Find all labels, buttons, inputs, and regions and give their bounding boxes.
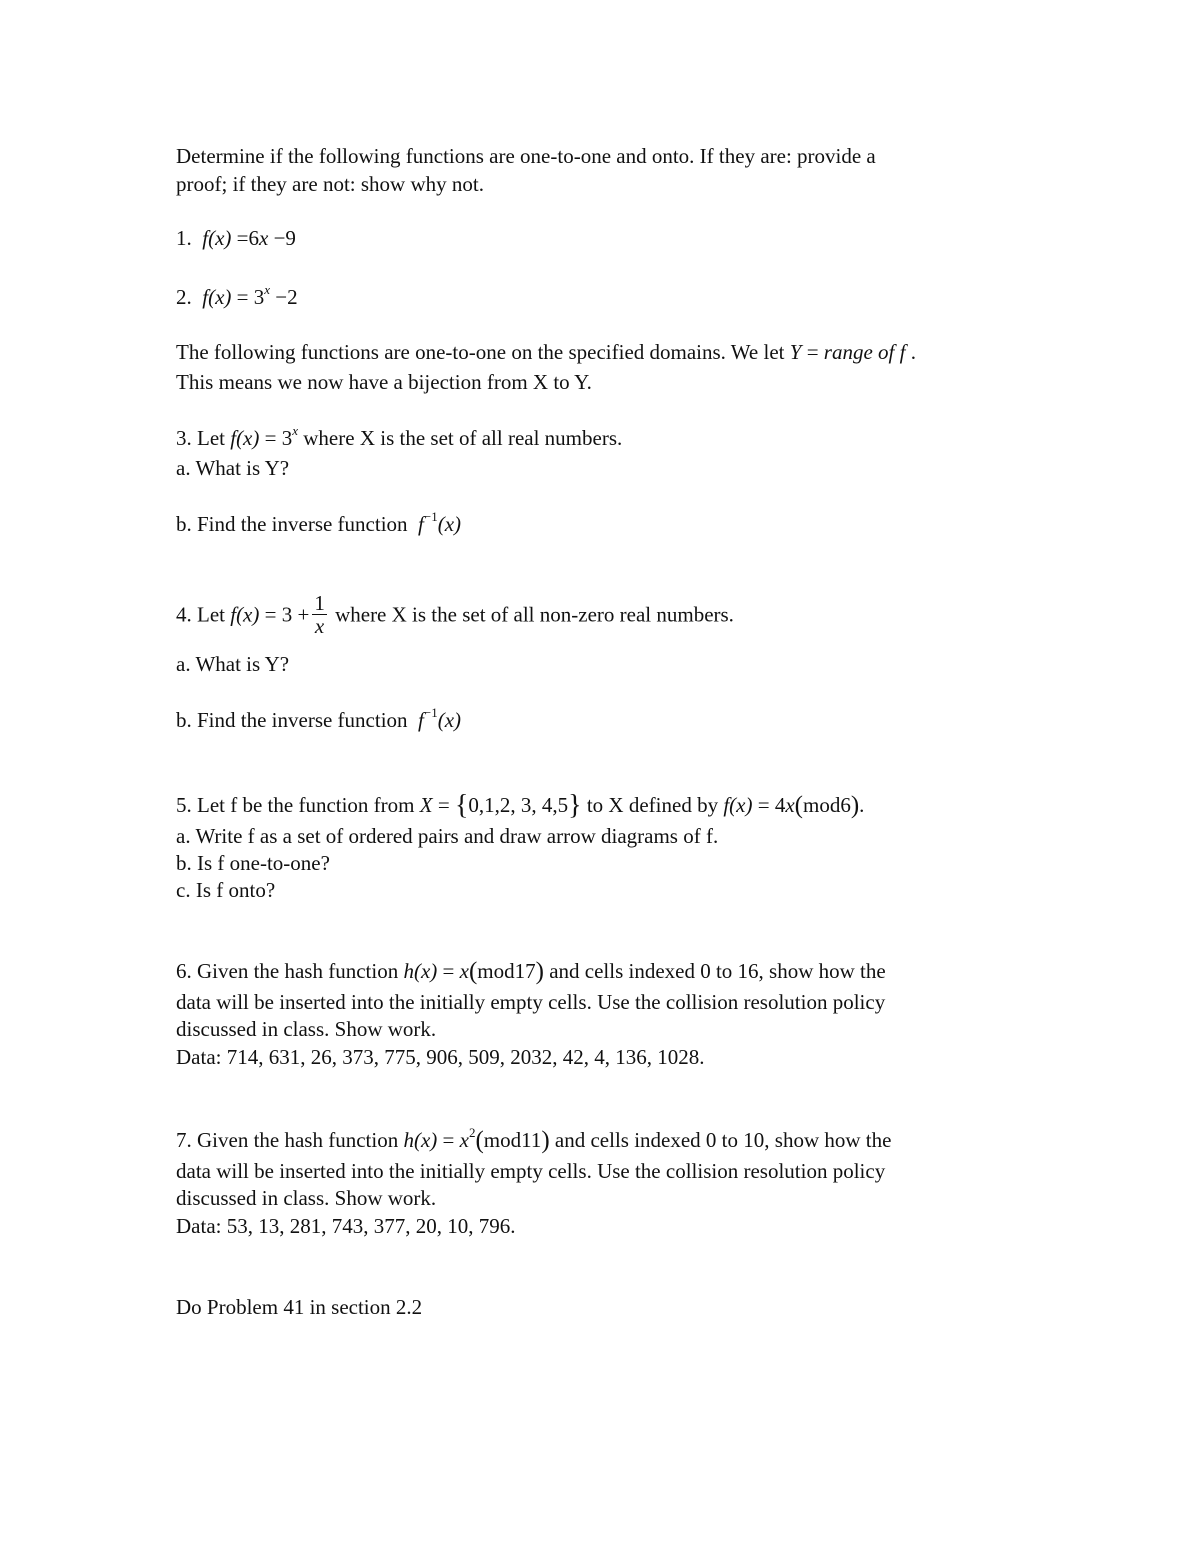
- bijection-line-2: This means we now have a bijection from X to Y.: [176, 370, 592, 394]
- function-lhs: f(x): [202, 226, 232, 250]
- problem-5b: b. Is f one-to-one?: [176, 851, 330, 875]
- problem-7-data: Data: 53, 13, 281, 743, 377, 20, 10, 796.: [176, 1214, 516, 1238]
- problem-6-line-2: data will be inserted into the initially empty cells. Use the collision resolution policy: [176, 990, 886, 1014]
- problem-5a: a. Write f as a set of ordered pairs and draw arrow diagrams of f.: [176, 824, 719, 848]
- problem-7-line-3: discussed in class. Show work.: [176, 1186, 437, 1210]
- problem-4b: b. Find the inverse function $f^{-1}(x)$: [176, 705, 462, 732]
- problem-6: 6. Given the hash function h(x) = x(mod17) and cells indexed 0 to 16, show how the: [176, 958, 886, 985]
- problem-7-line-2: data will be inserted into the initially empty cells. Use the collision resolution policy: [176, 1159, 886, 1183]
- problem-2: 2. $f(x) = 3^x -2$: [176, 282, 298, 309]
- intro-line-2: proof; if they are not: show why not.: [176, 172, 484, 196]
- problem-4: 4. Let f(x) = 3 + $\frac{1}{x}$ where X is the set of all non-zero real numbers.: [176, 591, 734, 638]
- final-instruction: Do Problem 41 in section 2.2: [176, 1295, 423, 1319]
- problem-3b: b. Find the inverse function $f^{-1}(x)$: [176, 509, 462, 536]
- bijection-line-1: The following functions are one-to-one on the specified domains. We let Y = range of f .: [176, 340, 916, 364]
- fraction: $\frac{1}{x}$: [314, 591, 325, 638]
- problem-6-data: Data: 714, 631, 26, 373, 775, 906, 509, 2032, 42, 4, 136, 1028.: [176, 1045, 705, 1069]
- problem-7: 7. Given the hash function $h(x) = x^2(mod11)$ and cells indexed 0 to 10, show how the: [176, 1125, 892, 1154]
- problem-1: 1. f(x) =6x −9: [176, 226, 296, 250]
- function-lhs: f(x): [202, 285, 232, 309]
- intro-line-1: Determine if the following functions are one-to-one and onto. If they are: provide a: [176, 144, 876, 168]
- problem-6-line-3: discussed in class. Show work.: [176, 1017, 437, 1041]
- problem-5: 5. Let f be the function from X = {0,1,2, 3, 4,5} to X defined by f(x) = 4x(mod6).: [176, 790, 865, 821]
- problem-3a: a. What is Y?: [176, 456, 290, 480]
- problem-5c: c. Is f onto?: [176, 878, 276, 902]
- problem-4a: a. What is Y?: [176, 652, 290, 676]
- problem-3: 3. Let $f(x) = 3^x$ where X is the set of all real numbers.: [176, 423, 623, 450]
